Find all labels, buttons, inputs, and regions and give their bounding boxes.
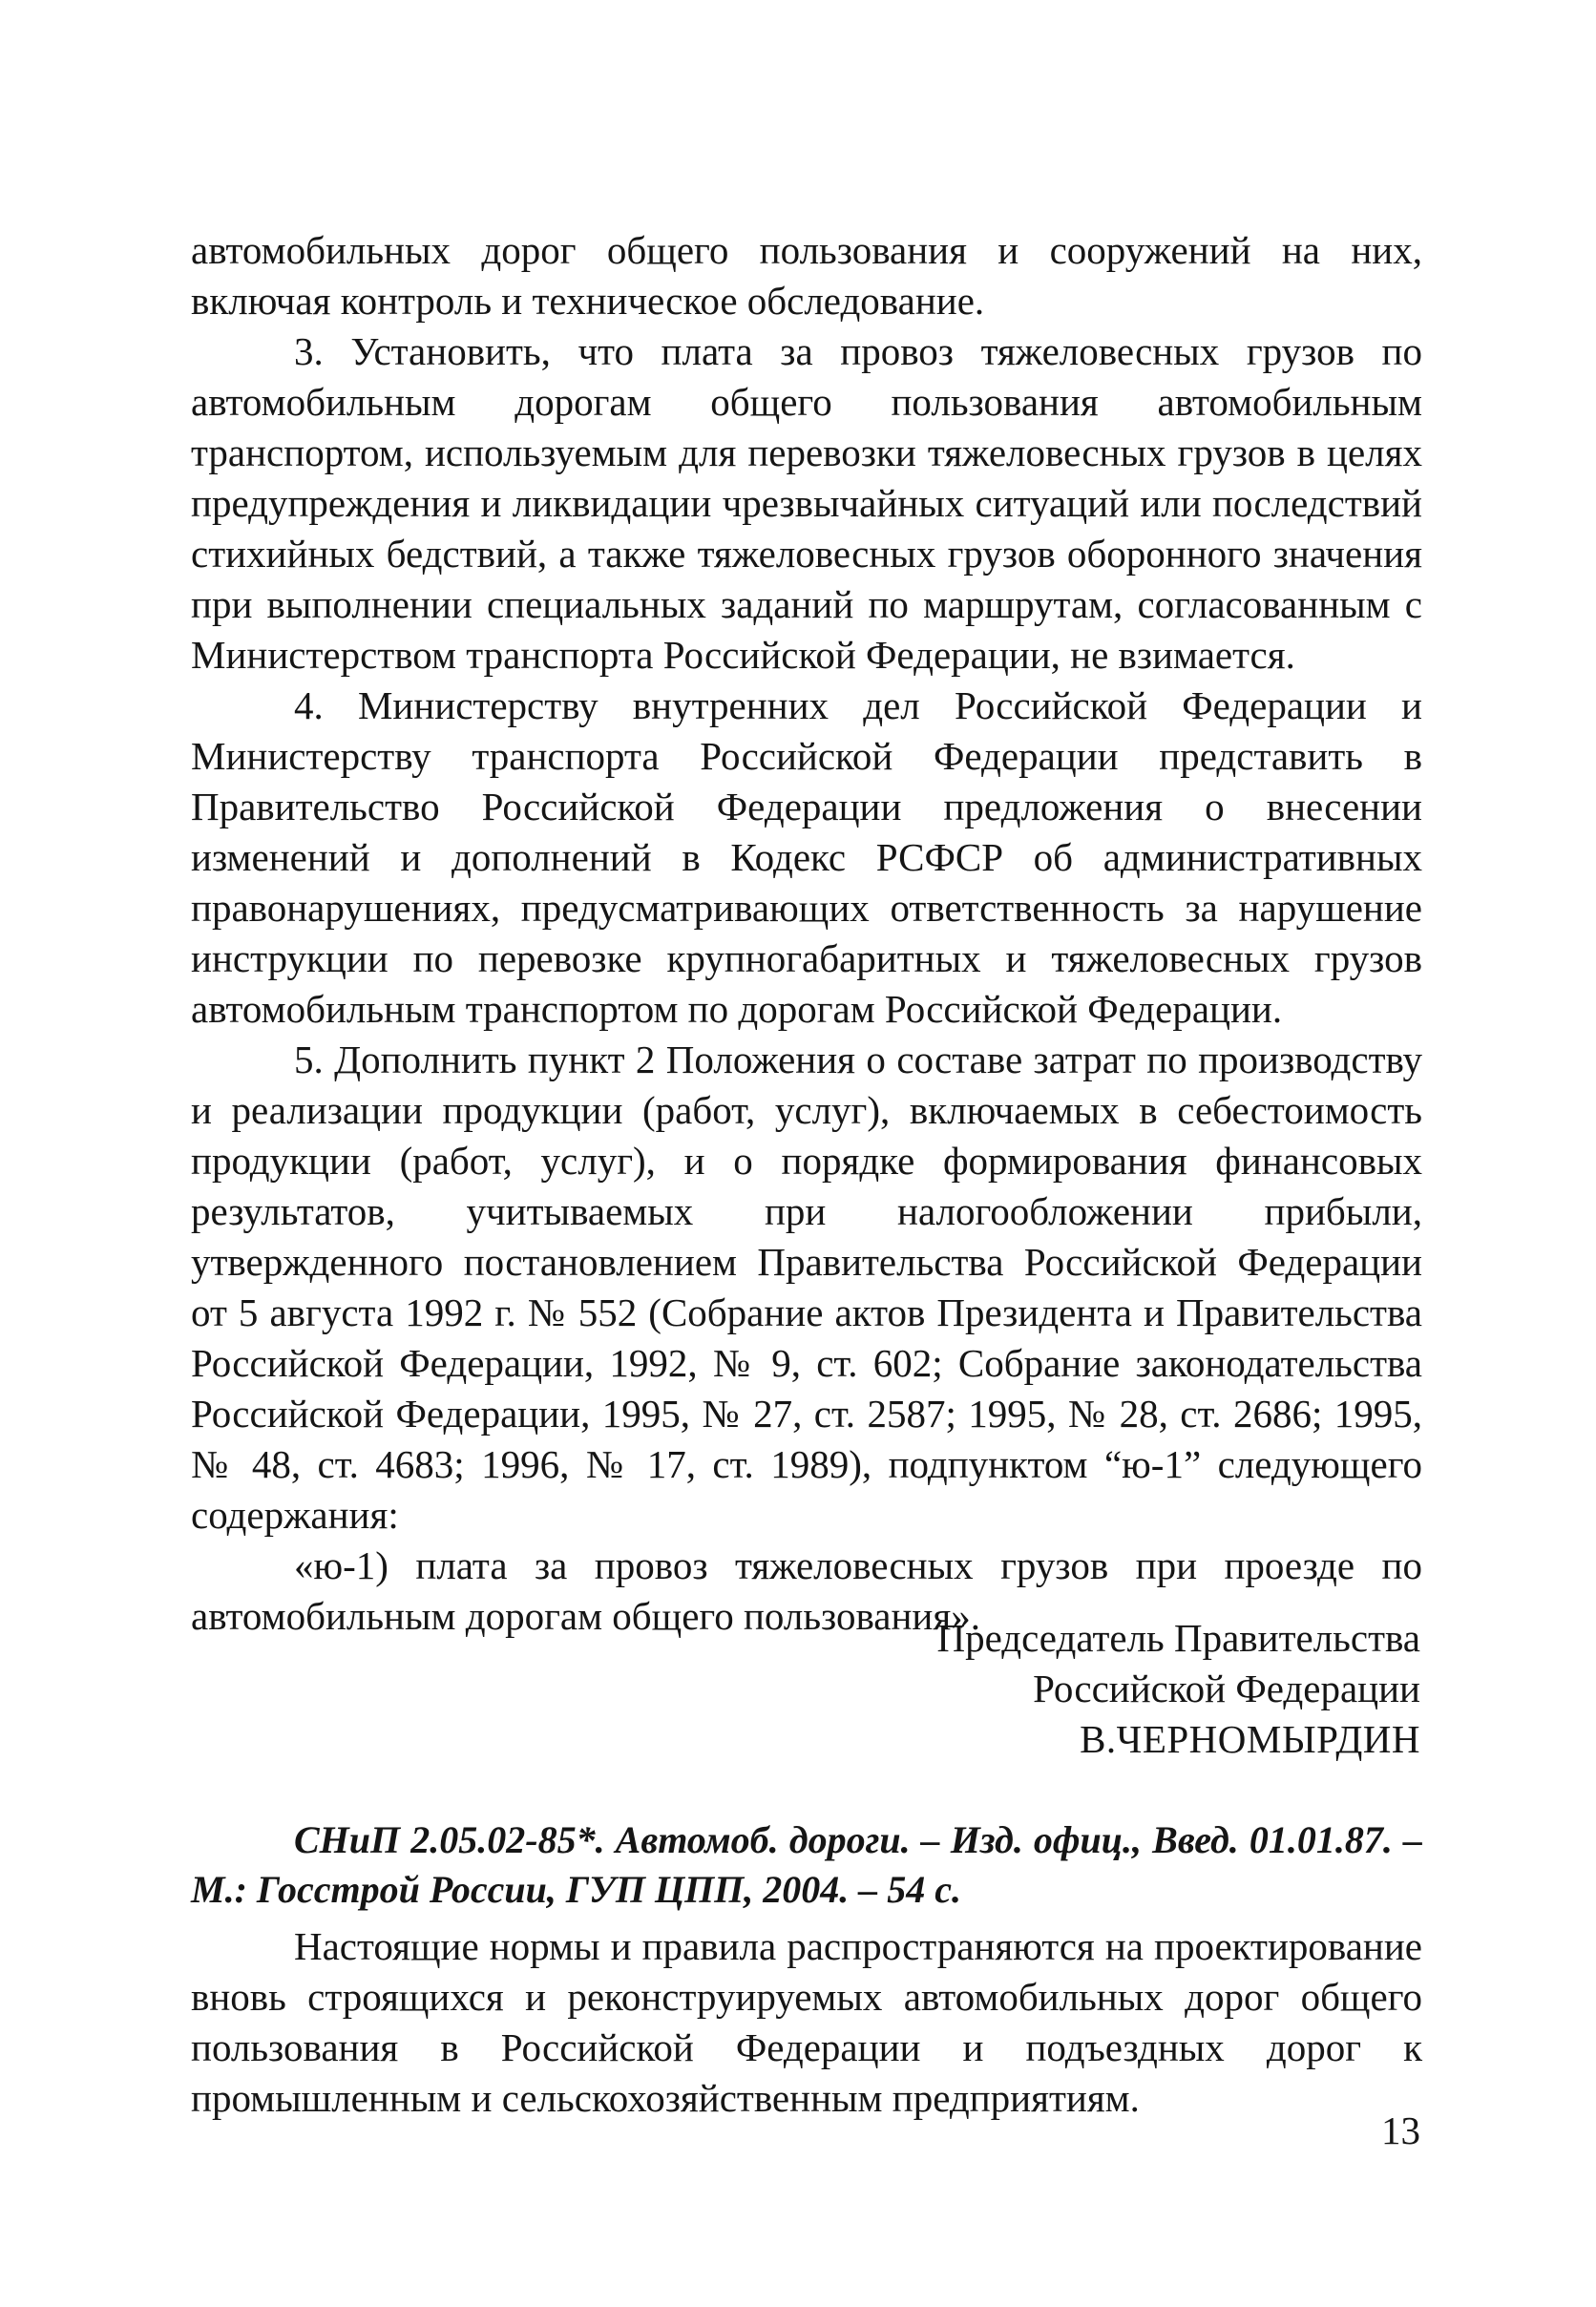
- signature-title: Председатель Правительства: [936, 1616, 1420, 1660]
- paragraph-continuation: автомобильных дорог общего пользования и сооружений на них, включая контроль и техническое обследование.: [191, 228, 1422, 323]
- page-number: 13: [1381, 2108, 1420, 2152]
- paragraph-item-5: 5. Дополнить пункт 2 Положения о составе затрат по производству и реализации продукции (работ, услуг), включаемых в себестоимость продукции (работ, услуг), и о порядке формирования финансовых результатов, учитываемых при налогообложении прибыли, утвержденного постановлением Правительства Российской Федерации от 5 августа 1992 г. № 552 (Собрание актов Президента и Правительства Российской Федерации, 1992, № 9, ст. 602; Собрание законодательства Российской Федерации, 1995, № 27, ст. 2587; 1995, № 28, ст. 2686; 1995, № 48, ст. 4683; 1996, № 17, ст. 1989), подпунктом “ю-1” следующего содержания:: [191, 1038, 1422, 1537]
- bibliographic-citation: СНиП 2.05.02-85*. Автомоб. дороги. – Изд. офиц., Введ. 01.01.87. – М.: Госстрой России, ГУП ЦПП, 2004. – 54 с.: [191, 1818, 1422, 1911]
- signature-name: В.ЧЕРНОМЫРДИН: [1080, 1717, 1420, 1761]
- paragraph-quote: «ю-1) плата за провоз тяжеловесных грузов при проезде по автомобильным дорогам общего пользования».: [191, 1543, 1422, 1638]
- signature-org: Российской Федерации: [1033, 1667, 1420, 1710]
- abstract-paragraph: Настоящие нормы и правила распространяются на проектирование вновь строящихся и реконструируемых автомобильных дорог общего пользования в Российской Федерации и подъездных дорог к промышленным и сельскохозяйственным предприятиям.: [191, 1924, 1422, 2120]
- paragraph-item-3: 3. Установить, что плата за провоз тяжеловесных грузов по автомобильным дорогам общего пользования автомобильным транспортом, используемым для перевозки тяжеловесных грузов в целях предупреждения и ликвидации чрезвычайных ситуаций или последствий стихийных бедствий, а также тяжеловесных грузов оборонного значения при выполнении специальных заданий по маршрутам, согласованным с Министерством транспорта Российской Федерации, не взимается.: [191, 329, 1422, 677]
- signature-block: [936, 1613, 1420, 1765]
- paragraph-item-4: 4. Министерству внутренних дел Российской Федерации и Министерству транспорта Российской Федерации представить в Правительство Российской Федерации предложения о внесении изменений и дополнений в Кодекс РСФСР об административных правонарушениях, предусматривающих ответственность за нарушение инструкции по перевозке крупногабаритных и тяжеловесных грузов автомобильным транспортом по дорогам Российской Федерации.: [191, 683, 1422, 1031]
- body-text: [191, 225, 1422, 1642]
